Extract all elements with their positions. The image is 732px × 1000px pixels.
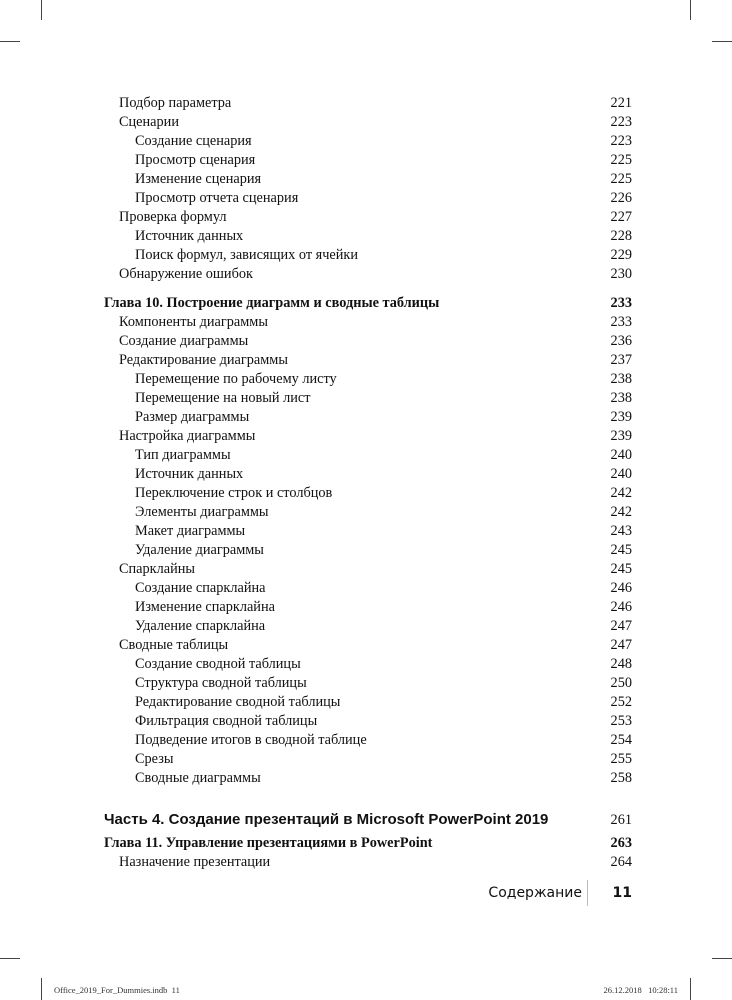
toc-entry (104, 446, 632, 465)
toc-page: 247 (610, 637, 632, 653)
toc-title: Часть 4. Создание презентаций в Microsoft PowerPoint 2019 (104, 811, 549, 828)
toc-title: Структура сводной таблицы (135, 675, 307, 691)
toc-entry (104, 579, 632, 598)
toc-title: Создание сценария (135, 133, 252, 149)
toc-page: 237 (610, 352, 632, 368)
toc-title: Тип диаграммы (135, 447, 231, 463)
toc-page: 248 (610, 656, 632, 672)
toc-entry (104, 731, 632, 750)
toc-entry (104, 94, 632, 113)
toc-page: 238 (610, 390, 632, 406)
footer-divider (587, 880, 588, 906)
toc-page: 225 (610, 171, 632, 187)
toc-page: 243 (610, 523, 632, 539)
toc-title: Изменение сценария (135, 171, 262, 187)
toc-entry (104, 313, 632, 332)
toc-title: Перемещение по рабочему листу (135, 371, 337, 387)
toc-page: 233 (610, 295, 632, 311)
toc-title: Обнаружение ошибок (119, 266, 253, 282)
toc-entry (104, 427, 632, 446)
toc-title: Источник данных (135, 228, 244, 244)
crop-mark (690, 0, 691, 20)
toc-title: Элементы диаграммы (135, 504, 269, 520)
toc-page: 223 (610, 114, 632, 130)
toc-entry (104, 170, 632, 189)
toc-page: 226 (610, 190, 632, 206)
toc-page: 255 (610, 751, 632, 767)
page-number: 11 (612, 885, 632, 901)
toc-title: Сценарии (119, 114, 179, 130)
toc-page: 227 (610, 209, 632, 225)
toc-page: 264 (610, 854, 632, 870)
toc-entry (104, 389, 632, 408)
toc-entry (104, 351, 632, 370)
toc-page: 247 (610, 618, 632, 634)
toc-entry (104, 693, 632, 712)
toc-title: Переключение строк и столбцов (135, 485, 333, 501)
toc-title: Спарклайны (119, 561, 196, 577)
toc-title: Сводные диаграммы (135, 770, 261, 786)
toc-entry (104, 750, 632, 769)
toc-title: Подбор параметра (119, 95, 232, 111)
toc-entry (104, 853, 632, 872)
toc-title: Просмотр сценария (135, 152, 256, 168)
toc-title: Сводные таблицы (119, 637, 229, 653)
toc-page: 223 (610, 133, 632, 149)
toc-entry (104, 617, 632, 636)
toc-page: 245 (610, 561, 632, 577)
toc-page: 229 (610, 247, 632, 263)
toc-entry (104, 113, 632, 132)
toc-title: Срезы (135, 751, 174, 767)
toc-page: 245 (610, 542, 632, 558)
toc-page: 236 (610, 333, 632, 349)
toc-entry (104, 408, 632, 427)
toc-title: Назначение презентации (119, 854, 271, 870)
toc-page: 246 (610, 599, 632, 615)
toc-entry (104, 598, 632, 617)
toc-title: Создание диаграммы (119, 333, 249, 349)
toc-page: 240 (610, 466, 632, 482)
toc-page: 238 (610, 371, 632, 387)
toc-title: Источник данных (135, 466, 244, 482)
toc-page: 240 (610, 447, 632, 463)
toc-entry (104, 246, 632, 265)
toc-title: Подведение итогов в сводной таблице (135, 732, 367, 748)
toc-page: 239 (610, 428, 632, 444)
toc-page: 254 (610, 732, 632, 748)
toc-title: Настройка диаграммы (119, 428, 256, 444)
toc-title: Редактирование сводной таблицы (135, 694, 341, 710)
toc-entry (104, 541, 632, 560)
toc-page: 228 (610, 228, 632, 244)
toc-title: Создание сводной таблицы (135, 656, 301, 672)
toc-page: 261 (610, 812, 632, 828)
toc-page: 239 (610, 409, 632, 425)
toc-title: Поиск формул, зависящих от ячейки (135, 247, 359, 263)
crop-mark (712, 41, 732, 42)
toc-entry (104, 712, 632, 731)
toc-page: 253 (610, 713, 632, 729)
toc-page: 225 (610, 152, 632, 168)
toc-entry (104, 265, 632, 284)
toc-entry (104, 522, 632, 541)
crop-mark (41, 978, 42, 1000)
toc-entry (104, 503, 632, 522)
toc-title: Перемещение на новый лист (135, 390, 311, 406)
toc-entry (104, 465, 632, 484)
toc-entry (104, 227, 632, 246)
toc-page: 258 (610, 770, 632, 786)
toc-entry (104, 151, 632, 170)
toc-entry (104, 132, 632, 151)
toc-page: 250 (610, 675, 632, 691)
crop-mark (0, 958, 20, 959)
toc-page: 221 (610, 95, 632, 111)
toc-entry (104, 769, 632, 788)
toc-page: 230 (610, 266, 632, 282)
toc-entry (104, 332, 632, 351)
toc-entry (104, 370, 632, 389)
toc-page: 242 (610, 504, 632, 520)
running-footer-title: Содержание (488, 885, 582, 901)
toc-page: 246 (610, 580, 632, 596)
toc-title: Макет диаграммы (135, 523, 246, 539)
toc-title: Глава 10. Построение диаграмм и сводные таблицы (104, 295, 440, 311)
crop-mark (0, 41, 20, 42)
toc-title: Удаление диаграммы (135, 542, 264, 558)
toc-entry (104, 484, 632, 503)
toc-title: Размер диаграммы (135, 409, 250, 425)
toc-part (104, 808, 632, 832)
toc-title: Проверка формул (119, 209, 227, 225)
toc-title: Компоненты диаграммы (119, 314, 268, 330)
crop-mark (712, 958, 732, 959)
toc-chapter (104, 294, 632, 313)
toc-page: 263 (610, 835, 632, 851)
toc-page: 242 (610, 485, 632, 501)
toc-title: Удаление спарклайна (135, 618, 266, 634)
toc-page: 252 (610, 694, 632, 710)
slug-filename: Office_2019_For_Dummies.indb 11 (54, 985, 180, 995)
toc-entry (104, 208, 632, 227)
toc-entry (104, 560, 632, 579)
toc-entry (104, 189, 632, 208)
toc-entry (104, 636, 632, 655)
toc-title: Просмотр отчета сценария (135, 190, 299, 206)
toc-chapter (104, 834, 632, 853)
toc-title: Изменение спарклайна (135, 599, 275, 615)
toc-entry (104, 674, 632, 693)
toc-title: Создание спарклайна (135, 580, 266, 596)
slug-timestamp: 26.12.2018 10:28:11 (603, 985, 678, 995)
crop-mark (41, 0, 42, 20)
toc-page: 233 (610, 314, 632, 330)
table-of-contents (104, 94, 632, 872)
toc-entry (104, 655, 632, 674)
toc-title: Глава 11. Управление презентациями в PowerPoint (104, 835, 433, 851)
toc-title: Редактирование диаграммы (119, 352, 288, 368)
toc-title: Фильтрация сводной таблицы (135, 713, 318, 729)
crop-mark (690, 978, 691, 1000)
